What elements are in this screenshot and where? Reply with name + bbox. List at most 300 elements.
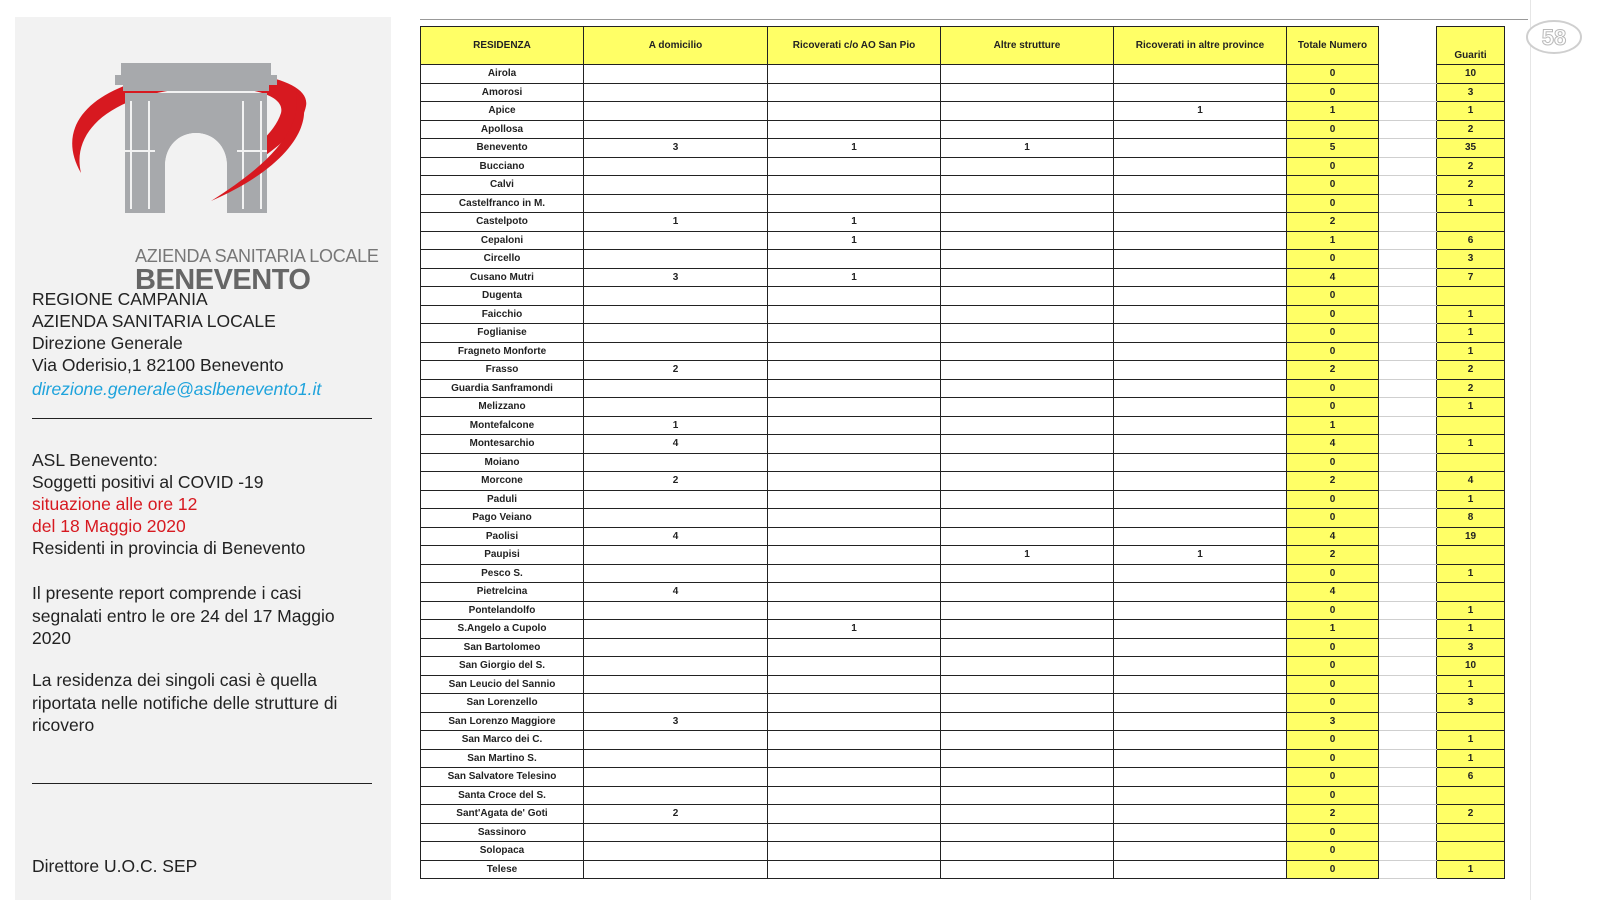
cell-gap (1379, 564, 1437, 583)
cell-dom: 2 (584, 805, 768, 824)
cell-ao (768, 509, 941, 528)
cell-dom (584, 102, 768, 121)
cell-altre (941, 157, 1114, 176)
cell-guariti: 1 (1437, 342, 1505, 361)
cell-guariti: 3 (1437, 83, 1505, 102)
cell-gap (1379, 65, 1437, 84)
cell-altre (941, 416, 1114, 435)
cell-guariti: 1 (1437, 324, 1505, 343)
table-row (421, 786, 1505, 805)
cell-guariti: 1 (1437, 435, 1505, 454)
cell-prov (1114, 842, 1287, 861)
cell-dom (584, 379, 768, 398)
cell-guariti: 2 (1437, 157, 1505, 176)
cell-altre (941, 657, 1114, 676)
cell-dom (584, 694, 768, 713)
cell-gap (1379, 601, 1437, 620)
cell-dom (584, 601, 768, 620)
col-gap (1379, 27, 1437, 65)
cell-ao (768, 731, 941, 750)
table-row (421, 305, 1505, 324)
note-residence: La residenza dei singoli casi è quella riportata nelle notifiche delle strutture di ricovero (32, 670, 338, 735)
cell-dom (584, 731, 768, 750)
table-row (421, 342, 1505, 361)
cell-dom (584, 176, 768, 195)
cell-dom (584, 305, 768, 324)
col-residenza: RESIDENZA (421, 27, 584, 65)
cell-residenza: Circello (421, 250, 584, 269)
table-row (421, 768, 1505, 787)
cell-residenza: San Salvatore Telesino (421, 768, 584, 787)
table-row (421, 453, 1505, 472)
cell-tot: 0 (1287, 675, 1379, 694)
cell-prov (1114, 176, 1287, 195)
cell-dom: 4 (584, 435, 768, 454)
table-row (421, 731, 1505, 750)
cell-altre (941, 102, 1114, 121)
cell-tot: 0 (1287, 287, 1379, 306)
cell-dom: 2 (584, 361, 768, 380)
cell-dom (584, 768, 768, 787)
cell-dom (584, 287, 768, 306)
cell-prov (1114, 231, 1287, 250)
cell-ao: 1 (768, 268, 941, 287)
logo-city-text: BENEVENTO (135, 264, 311, 296)
cell-gap (1379, 324, 1437, 343)
col-domicilio: A domicilio (584, 27, 768, 65)
cell-ao (768, 379, 941, 398)
cell-ao (768, 416, 941, 435)
cell-altre (941, 231, 1114, 250)
cell-gap (1379, 157, 1437, 176)
cell-residenza: Melizzano (421, 398, 584, 417)
cell-prov (1114, 268, 1287, 287)
table-row (421, 398, 1505, 417)
col-altre-province: Ricoverati in altre province (1114, 27, 1287, 65)
cell-guariti: 1 (1437, 860, 1505, 879)
table-row (421, 379, 1505, 398)
cell-residenza: Sassinoro (421, 823, 584, 842)
cell-prov (1114, 194, 1287, 213)
cell-ao (768, 324, 941, 343)
table-row (421, 176, 1505, 195)
cell-prov (1114, 379, 1287, 398)
cell-gap (1379, 83, 1437, 102)
cell-dom: 3 (584, 268, 768, 287)
divider-1 (32, 418, 372, 419)
cell-residenza: Frasso (421, 361, 584, 380)
cell-gap (1379, 453, 1437, 472)
covid-table (420, 26, 1505, 879)
direction-text: Direzione Generale (32, 333, 183, 353)
cell-ao (768, 398, 941, 417)
cell-tot: 4 (1287, 583, 1379, 602)
cell-altre (941, 213, 1114, 232)
cell-dom (584, 250, 768, 269)
cell-gap (1379, 583, 1437, 602)
cell-ao (768, 157, 941, 176)
cell-tot: 0 (1287, 490, 1379, 509)
cell-ao (768, 287, 941, 306)
cell-residenza: Sant'Agata de' Goti (421, 805, 584, 824)
cell-residenza: Apollosa (421, 120, 584, 139)
cell-gap (1379, 638, 1437, 657)
cell-altre (941, 120, 1114, 139)
report-line-2: Soggetti positivi al COVID -19 (32, 472, 264, 492)
cell-prov (1114, 472, 1287, 491)
cell-gap (1379, 675, 1437, 694)
cell-dom (584, 509, 768, 528)
info-panel (15, 17, 391, 900)
table-header-row (421, 27, 1505, 65)
cell-guariti: 7 (1437, 268, 1505, 287)
table-row (421, 509, 1505, 528)
cell-guariti (1437, 786, 1505, 805)
cell-dom (584, 120, 768, 139)
cell-ao: 1 (768, 620, 941, 639)
top-rule (420, 19, 1528, 20)
table-row (421, 83, 1505, 102)
cell-dom: 1 (584, 416, 768, 435)
cell-gap (1379, 527, 1437, 546)
cell-ao (768, 435, 941, 454)
cell-ao: 1 (768, 213, 941, 232)
cell-residenza: Calvi (421, 176, 584, 195)
cell-tot: 2 (1287, 805, 1379, 824)
cell-ao (768, 675, 941, 694)
cell-ao (768, 472, 941, 491)
cell-prov (1114, 786, 1287, 805)
cell-dom (584, 638, 768, 657)
cell-guariti: 8 (1437, 509, 1505, 528)
cell-altre (941, 268, 1114, 287)
cell-guariti (1437, 287, 1505, 306)
cell-tot: 0 (1287, 379, 1379, 398)
cell-ao (768, 65, 941, 84)
cell-ao (768, 694, 941, 713)
cell-gap (1379, 305, 1437, 324)
cell-altre (941, 305, 1114, 324)
cell-guariti: 1 (1437, 749, 1505, 768)
cell-residenza: Dugenta (421, 287, 584, 306)
cell-altre (941, 805, 1114, 824)
cell-dom: 3 (584, 139, 768, 158)
cell-guariti: 4 (1437, 472, 1505, 491)
table-row (421, 805, 1505, 824)
cell-tot: 4 (1287, 268, 1379, 287)
cell-dom (584, 546, 768, 565)
cell-tot: 2 (1287, 213, 1379, 232)
cell-guariti (1437, 842, 1505, 861)
divider-2 (32, 783, 372, 784)
cell-dom (584, 657, 768, 676)
table-row (421, 213, 1505, 232)
cell-prov (1114, 120, 1287, 139)
cell-guariti (1437, 416, 1505, 435)
street-text: Via Oderisio,1 82100 Benevento (32, 355, 284, 375)
cell-tot: 0 (1287, 638, 1379, 657)
cell-guariti (1437, 823, 1505, 842)
cell-guariti: 1 (1437, 675, 1505, 694)
cell-gap (1379, 176, 1437, 195)
cell-gap (1379, 731, 1437, 750)
cell-gap (1379, 490, 1437, 509)
cell-tot: 2 (1287, 361, 1379, 380)
cell-tot: 4 (1287, 435, 1379, 454)
cell-ao (768, 768, 941, 787)
cell-tot: 1 (1287, 620, 1379, 639)
cell-ao (768, 601, 941, 620)
cell-residenza: Airola (421, 65, 584, 84)
table-row (421, 416, 1505, 435)
cell-residenza: S.Angelo a Cupolo (421, 620, 584, 639)
cell-prov (1114, 823, 1287, 842)
cell-residenza: Solopaca (421, 842, 584, 861)
cell-ao (768, 823, 941, 842)
table-row (421, 490, 1505, 509)
table-row (421, 564, 1505, 583)
cell-dom (584, 860, 768, 879)
cell-tot: 0 (1287, 157, 1379, 176)
cell-residenza: San Lorenzello (421, 694, 584, 713)
cell-tot: 0 (1287, 564, 1379, 583)
cell-altre (941, 83, 1114, 102)
cell-altre (941, 509, 1114, 528)
cell-dom (584, 342, 768, 361)
cell-residenza: Amorosi (421, 83, 584, 102)
cell-altre (941, 694, 1114, 713)
cell-altre: 1 (941, 139, 1114, 158)
cell-guariti: 1 (1437, 620, 1505, 639)
cell-prov (1114, 342, 1287, 361)
cell-prov (1114, 490, 1287, 509)
cell-residenza: Santa Croce del S. (421, 786, 584, 805)
cell-dom: 1 (584, 213, 768, 232)
cell-dom (584, 564, 768, 583)
logo-agency-text: AZIENDA SANITARIA LOCALE (135, 246, 379, 266)
cell-tot: 0 (1287, 657, 1379, 676)
table-row (421, 675, 1505, 694)
cell-guariti: 1 (1437, 731, 1505, 750)
table-body (421, 65, 1505, 879)
cell-altre (941, 176, 1114, 195)
cell-guariti: 10 (1437, 65, 1505, 84)
cell-prov (1114, 83, 1287, 102)
cell-ao (768, 176, 941, 195)
cell-ao (768, 842, 941, 861)
cell-residenza: Montesarchio (421, 435, 584, 454)
cell-gap (1379, 620, 1437, 639)
cell-tot: 0 (1287, 453, 1379, 472)
cell-gap (1379, 860, 1437, 879)
cell-dom (584, 786, 768, 805)
page-edge (1530, 0, 1531, 900)
cell-altre (941, 194, 1114, 213)
cell-altre (941, 398, 1114, 417)
cell-residenza: Foglianise (421, 324, 584, 343)
report-date: del 18 Maggio 2020 (32, 516, 186, 536)
cell-dom (584, 65, 768, 84)
cell-guariti: 2 (1437, 120, 1505, 139)
cell-prov (1114, 620, 1287, 639)
region-text: REGIONE CAMPANIA (32, 289, 208, 309)
cell-residenza: Cepaloni (421, 231, 584, 250)
cell-tot: 0 (1287, 194, 1379, 213)
cell-guariti: 2 (1437, 361, 1505, 380)
cell-prov (1114, 527, 1287, 546)
cell-ao (768, 749, 941, 768)
cell-dom (584, 398, 768, 417)
cell-dom (584, 749, 768, 768)
cell-dom (584, 194, 768, 213)
cell-guariti: 6 (1437, 231, 1505, 250)
cell-ao (768, 564, 941, 583)
cell-altre (941, 786, 1114, 805)
cell-gap (1379, 416, 1437, 435)
cell-residenza: Castelpoto (421, 213, 584, 232)
cell-prov (1114, 860, 1287, 879)
cell-prov (1114, 675, 1287, 694)
cell-tot: 0 (1287, 509, 1379, 528)
cell-residenza: Apice (421, 102, 584, 121)
cell-tot: 2 (1287, 546, 1379, 565)
cell-prov (1114, 453, 1287, 472)
cell-gap (1379, 786, 1437, 805)
cell-gap (1379, 749, 1437, 768)
table-row (421, 287, 1505, 306)
cell-prov (1114, 398, 1287, 417)
col-guariti: Guariti (1437, 27, 1505, 65)
cell-prov (1114, 416, 1287, 435)
table-row (421, 472, 1505, 491)
cell-dom (584, 324, 768, 343)
cell-dom (584, 823, 768, 842)
cell-ao (768, 490, 941, 509)
cell-guariti: 1 (1437, 305, 1505, 324)
cell-prov: 1 (1114, 102, 1287, 121)
cell-residenza: Cusano Mutri (421, 268, 584, 287)
cell-altre (941, 823, 1114, 842)
cell-guariti: 2 (1437, 176, 1505, 195)
table-row (421, 324, 1505, 343)
cell-guariti (1437, 546, 1505, 565)
cell-tot: 3 (1287, 712, 1379, 731)
cell-altre (941, 768, 1114, 787)
cell-tot: 5 (1287, 139, 1379, 158)
cell-prov (1114, 712, 1287, 731)
cell-gap (1379, 287, 1437, 306)
cell-ao (768, 805, 941, 824)
footer-block (32, 855, 382, 877)
badge-number: 58 (1541, 25, 1567, 50)
report-time: situazione alle ore 12 (32, 494, 198, 514)
cell-ao (768, 250, 941, 269)
table-row (421, 250, 1505, 269)
cell-altre (941, 453, 1114, 472)
cell-gap (1379, 194, 1437, 213)
asl-benevento-logo (41, 51, 379, 296)
cell-prov (1114, 509, 1287, 528)
cell-guariti: 2 (1437, 805, 1505, 824)
cell-altre (941, 731, 1114, 750)
cell-residenza: Pesco S. (421, 564, 584, 583)
cell-guariti: 6 (1437, 768, 1505, 787)
cell-guariti: 10 (1437, 657, 1505, 676)
cell-tot: 0 (1287, 768, 1379, 787)
cell-dom (584, 675, 768, 694)
cell-altre (941, 287, 1114, 306)
cell-ao (768, 546, 941, 565)
cell-dom (584, 842, 768, 861)
cell-prov (1114, 65, 1287, 84)
cell-residenza: Bucciano (421, 157, 584, 176)
cell-residenza: Montefalcone (421, 416, 584, 435)
cell-residenza: San Leucio del Sannio (421, 675, 584, 694)
cell-ao (768, 83, 941, 102)
cell-guariti: 1 (1437, 398, 1505, 417)
cell-gap (1379, 120, 1437, 139)
cell-tot: 0 (1287, 305, 1379, 324)
cell-ao: 1 (768, 139, 941, 158)
cell-gap (1379, 509, 1437, 528)
col-altre-strutture: Altre strutture (941, 27, 1114, 65)
arch-logo-icon (41, 51, 341, 251)
cell-ao (768, 120, 941, 139)
cell-ao: 1 (768, 231, 941, 250)
cell-altre (941, 472, 1114, 491)
note-cases: Il presente report comprende i casi segnalati entro le ore 24 del 17 Maggio 2020 (32, 583, 335, 648)
cell-ao (768, 453, 941, 472)
table-row (421, 712, 1505, 731)
cell-gap (1379, 139, 1437, 158)
cell-tot: 0 (1287, 324, 1379, 343)
cell-ao (768, 657, 941, 676)
cell-residenza: Morcone (421, 472, 584, 491)
table-row (421, 842, 1505, 861)
table-row (421, 823, 1505, 842)
cell-residenza: Paolisi (421, 527, 584, 546)
cell-guariti: 1 (1437, 601, 1505, 620)
cell-residenza: Guardia Sanframondi (421, 379, 584, 398)
cell-altre (941, 527, 1114, 546)
cell-guariti: 1 (1437, 490, 1505, 509)
cell-altre (941, 842, 1114, 861)
cell-dom (584, 490, 768, 509)
cell-altre (941, 379, 1114, 398)
cell-tot: 2 (1287, 472, 1379, 491)
cell-altre (941, 638, 1114, 657)
cell-residenza: San Giorgio del S. (421, 657, 584, 676)
cell-gap (1379, 342, 1437, 361)
table-row (421, 546, 1505, 565)
cell-gap (1379, 842, 1437, 861)
cell-gap (1379, 768, 1437, 787)
email-link[interactable]: direzione.generale@aslbenevento1.it (32, 379, 322, 399)
cell-residenza: Paduli (421, 490, 584, 509)
table-row (421, 139, 1505, 158)
cell-dom: 4 (584, 527, 768, 546)
cell-prov (1114, 694, 1287, 713)
cell-tot: 0 (1287, 842, 1379, 861)
cell-prov (1114, 768, 1287, 787)
cell-prov (1114, 157, 1287, 176)
table-row (421, 694, 1505, 713)
table-row (421, 157, 1505, 176)
cell-guariti: 2 (1437, 379, 1505, 398)
cell-altre (941, 675, 1114, 694)
cell-prov (1114, 564, 1287, 583)
cell-prov (1114, 657, 1287, 676)
